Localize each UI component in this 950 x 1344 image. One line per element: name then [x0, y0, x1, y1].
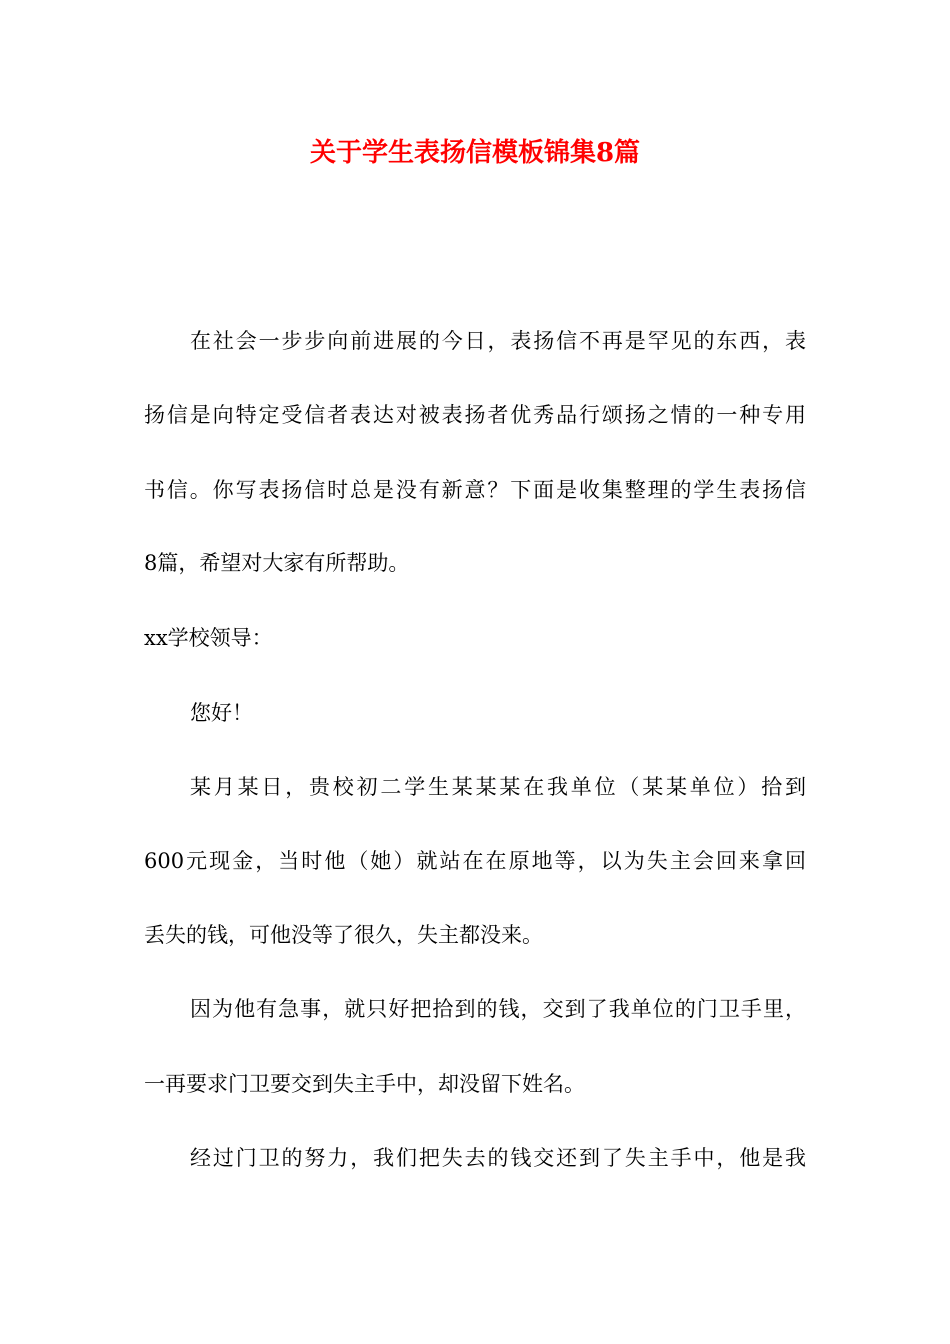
paragraph-line-4: 8篇，希望对大家有所帮助。: [144, 551, 410, 575]
paragraph-line-2: 扬信是向特定受信者表达对被表扬者优秀品行颂扬之情的一种专用: [144, 403, 806, 427]
paragraph-line-10: 因为他有急事，就只好把拾到的钱，交到了我单位的门卫手里，: [190, 997, 806, 1021]
paragraph-line-7: 某月某日，贵校初二学生某某某在我单位（某某单位）拾到: [190, 775, 806, 799]
paragraph-line-8: 600元现金，当时他（她）就站在在原地等，以为失主会回来拿回: [144, 849, 806, 873]
paragraph-line-3: 书信。你写表扬信时总是没有新意？下面是收集整理的学生表扬信: [144, 478, 806, 502]
document-title: 关于学生表扬信模板锦集8篇: [309, 138, 641, 168]
salutation-line: xx学校领导：: [144, 626, 273, 650]
paragraph-line-12: 经过门卫的努力，我们把失去的钱交还到了失主手中，他是我: [190, 1146, 806, 1170]
paragraph-line-9: 丢失的钱，可他没等了很久，失主都没来。: [144, 923, 543, 947]
greeting-line: 您好！: [190, 701, 253, 725]
paragraph-line-11: 一再要求门卫要交到失主手中，却没留下姓名。: [144, 1072, 585, 1096]
paragraph-line-1: 在社会一步步向前进展的今日，表扬信不再是罕见的东西，表: [190, 329, 806, 353]
